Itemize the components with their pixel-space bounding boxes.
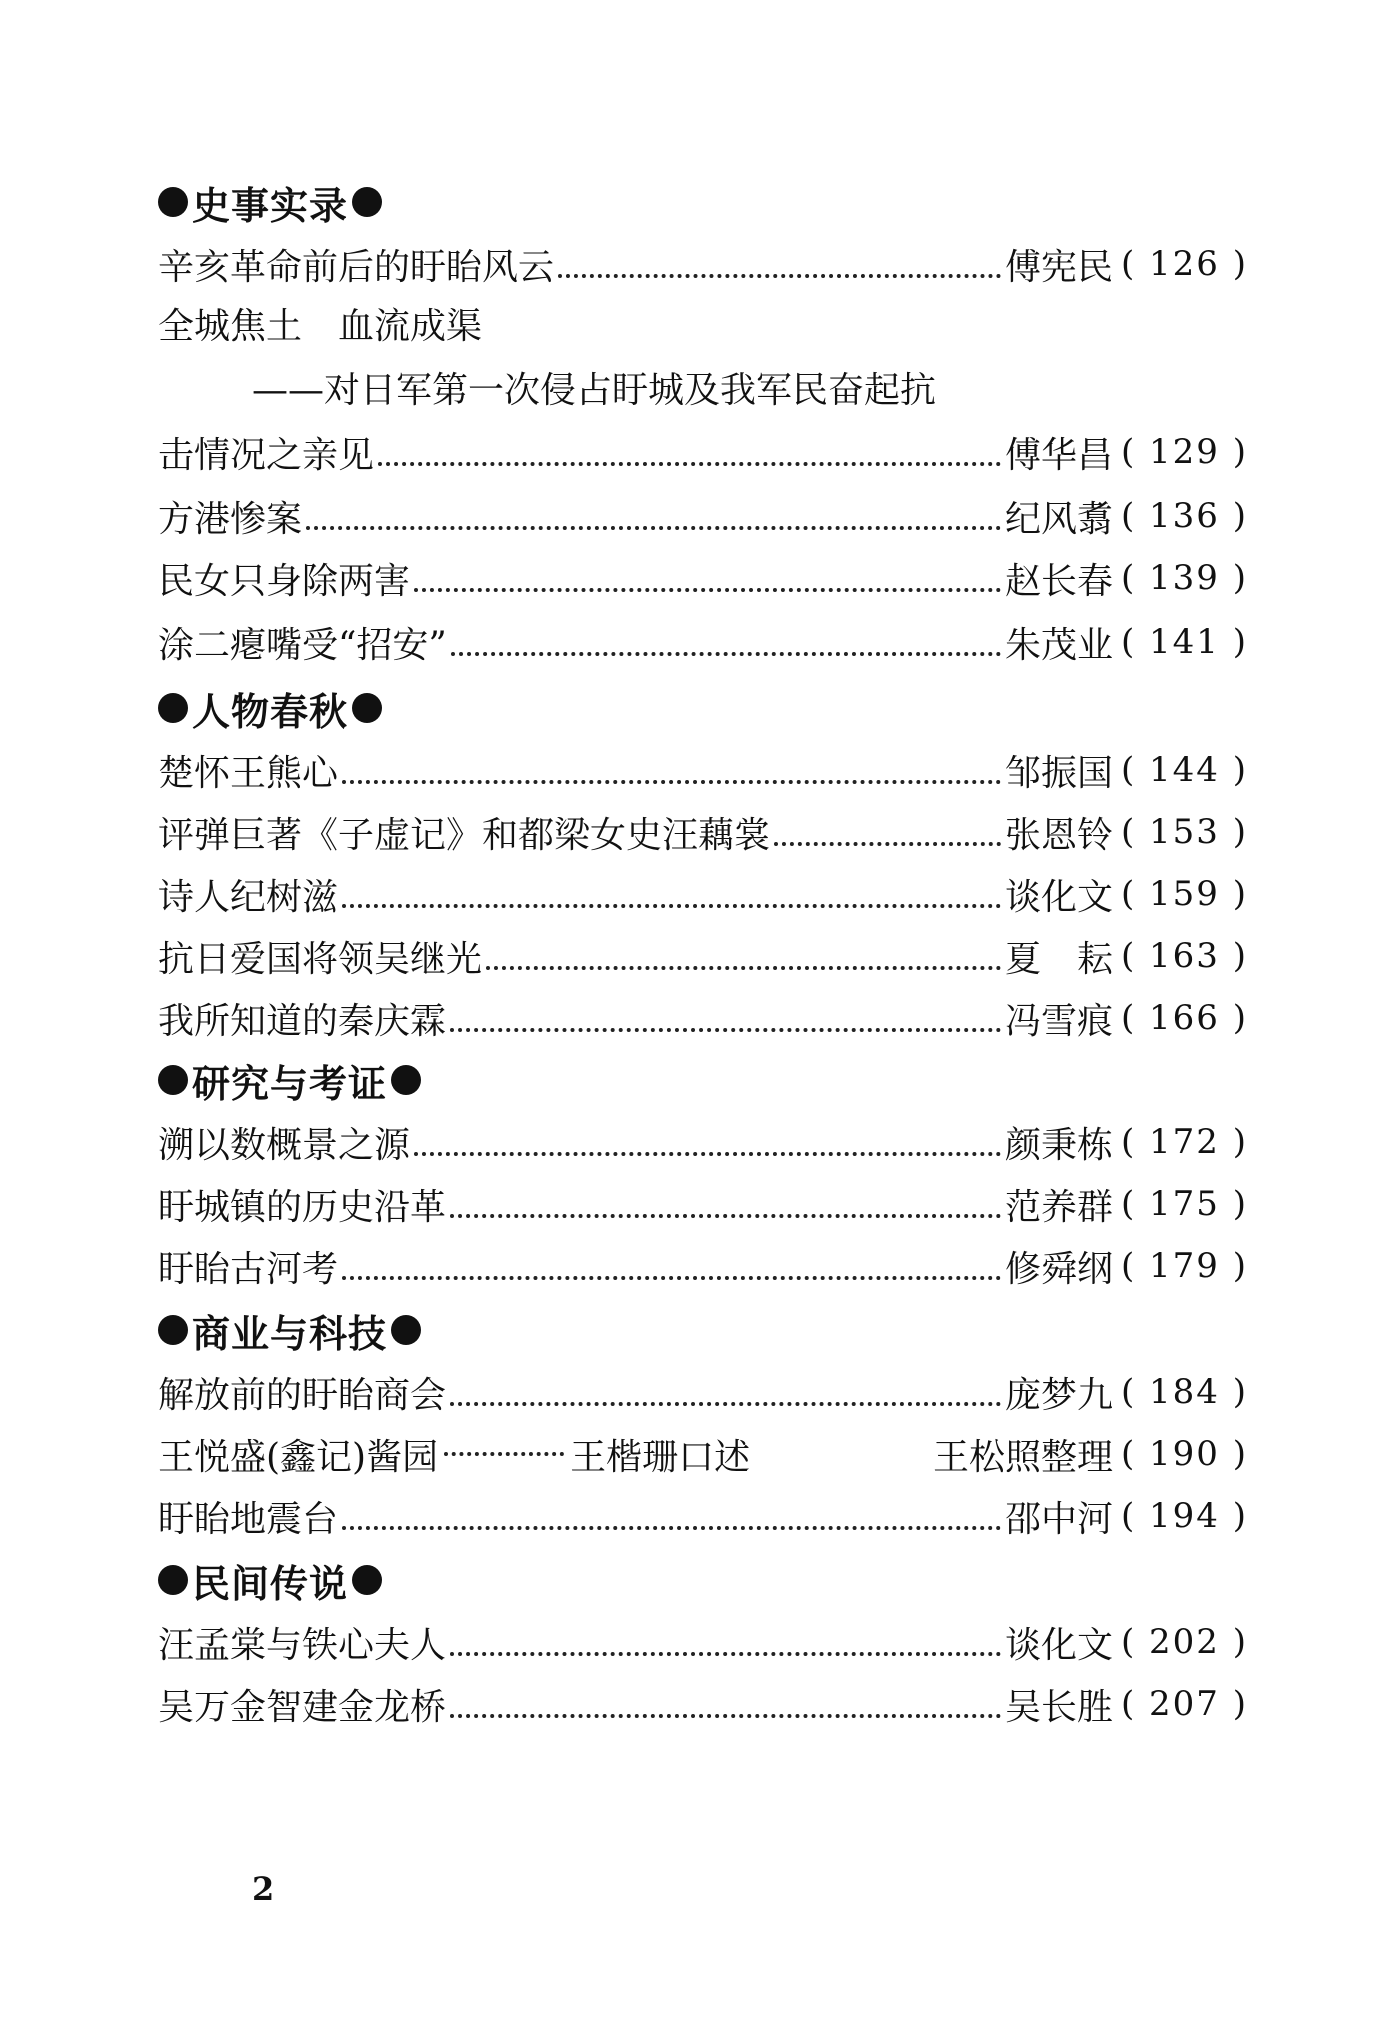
- entry-author: 谈化文: [1004, 1624, 1113, 1666]
- dot-leader: [342, 1276, 1001, 1280]
- entry-page: ( 136 ): [1120, 496, 1248, 536]
- entry-page: ( 163 ): [1120, 936, 1248, 976]
- dot-leader: [378, 462, 1001, 466]
- entry-title: 王悦盛(鑫记)酱园: [158, 1436, 439, 1478]
- entry-page: ( 184 ): [1120, 1372, 1248, 1412]
- entry-page: ( 144 ): [1120, 750, 1248, 790]
- entry-author: 朱茂业: [1004, 624, 1113, 666]
- toc-entry[interactable]: [158, 236, 1248, 292]
- entry-page: ( 190 ): [1120, 1434, 1248, 1474]
- entry-title: 楚怀王熊心: [158, 752, 339, 794]
- section-label: 史事实录: [192, 183, 349, 228]
- bullet-icon: [158, 693, 188, 723]
- page-number: 2: [252, 1870, 275, 1908]
- dot-leader: [450, 1214, 1001, 1218]
- entry-narrator: 王楷珊口述: [570, 1436, 751, 1478]
- dot-leader: [450, 1652, 1001, 1656]
- entry-title: 溯以数概景之源: [158, 1124, 411, 1166]
- entry-page: ( 172 ): [1120, 1122, 1248, 1162]
- section-label: 人物春秋: [192, 689, 349, 734]
- toc-entry[interactable]: [158, 488, 1248, 544]
- dot-leader: [342, 904, 1001, 908]
- entry-author: 谈化文: [1004, 876, 1113, 918]
- entry-page: ( 202 ): [1120, 1622, 1248, 1662]
- toc-entry[interactable]: [158, 424, 1248, 480]
- entry-subtitle-line: ——对日军第一次侵占盱城及我军民奋起抗: [252, 370, 937, 411]
- toc-entry[interactable]: [158, 550, 1248, 606]
- entry-author: 王松照整理: [932, 1436, 1113, 1478]
- toc-entry[interactable]: [158, 1114, 1248, 1170]
- entry-author: 纪风翥: [1004, 498, 1113, 540]
- entry-title: 方港惨案: [158, 498, 303, 540]
- dot-leader: [486, 966, 1001, 970]
- entry-page: ( 141 ): [1120, 622, 1248, 662]
- dot-leader: [414, 1152, 1001, 1156]
- bullet-icon: [391, 1315, 421, 1345]
- entry-page: ( 139 ): [1120, 558, 1248, 598]
- toc-entry[interactable]: [158, 928, 1248, 984]
- entry-title: 抗日爱国将领吴继光: [158, 938, 483, 980]
- bullet-icon: [158, 1565, 188, 1595]
- toc-entry[interactable]: [158, 1426, 1248, 1482]
- section-label: 民间传说: [192, 1561, 349, 1606]
- dot-leader: [342, 780, 1001, 784]
- section-label: 研究与考证: [192, 1061, 388, 1106]
- bullet-icon: [352, 693, 382, 723]
- entry-author: 张恩铃: [1004, 814, 1113, 856]
- dot-leader: [444, 1452, 564, 1456]
- entry-title: 辛亥革命前后的盱眙风云: [158, 246, 555, 288]
- toc-entry[interactable]: [158, 1614, 1248, 1670]
- entry-author: 冯雪痕: [1004, 1000, 1113, 1042]
- entry-title: 评弹巨著《子虚记》和都梁女史汪藕裳: [158, 814, 771, 856]
- entry-title: 吴万金智建金龙桥: [158, 1686, 447, 1728]
- bullet-icon: [158, 1315, 188, 1345]
- entry-page: ( 175 ): [1120, 1184, 1248, 1224]
- entry-title: 解放前的盱眙商会: [158, 1374, 447, 1416]
- dot-leader: [451, 652, 1001, 656]
- dot-leader: [306, 526, 1001, 530]
- toc-entry[interactable]: [158, 990, 1248, 1046]
- entry-title: 盱城镇的历史沿革: [158, 1186, 447, 1228]
- dot-leader: [414, 588, 1001, 592]
- entry-title: 诗人纪树滋: [158, 876, 339, 918]
- entry-title: 盱眙古河考: [158, 1248, 339, 1290]
- bullet-icon: [158, 187, 188, 217]
- dot-leader: [450, 1028, 1001, 1032]
- entry-page: ( 194 ): [1120, 1496, 1248, 1536]
- toc-entry[interactable]: [158, 742, 1248, 798]
- entry-author: 邹振国: [1004, 752, 1113, 794]
- entry-page: ( 159 ): [1120, 874, 1248, 914]
- entry-author: 颜秉栋: [1004, 1124, 1113, 1166]
- dot-leader: [450, 1714, 1001, 1718]
- entry-title: 击情况之亲见: [158, 434, 375, 476]
- bullet-icon: [158, 1065, 188, 1095]
- toc-entry[interactable]: [158, 1364, 1248, 1420]
- section-heading: [158, 174, 382, 230]
- entry-title: 我所知道的秦庆霖: [158, 1000, 447, 1042]
- section-label: 商业与科技: [192, 1311, 388, 1356]
- toc-entry[interactable]: [158, 1676, 1248, 1732]
- entry-author: 傅宪民: [1004, 246, 1113, 288]
- toc-entry[interactable]: [158, 1176, 1248, 1232]
- toc-entry[interactable]: [158, 1488, 1248, 1544]
- toc-entry[interactable]: [158, 614, 1248, 670]
- entry-title: 盱眙地震台: [158, 1498, 339, 1540]
- entry-page: ( 166 ): [1120, 998, 1248, 1038]
- dot-leader: [774, 842, 1001, 846]
- section-heading: [158, 1052, 421, 1108]
- entry-page: ( 126 ): [1120, 244, 1248, 284]
- entry-author: 范养群: [1004, 1186, 1113, 1228]
- dot-leader: [450, 1402, 1001, 1406]
- entry-author: 吴长胜: [1004, 1686, 1113, 1728]
- dot-leader: [558, 274, 1001, 278]
- entry-title: 民女只身除两害: [158, 560, 411, 602]
- section-heading: [158, 1302, 421, 1358]
- toc-entry[interactable]: [158, 804, 1248, 860]
- entry-page: ( 207 ): [1120, 1684, 1248, 1724]
- bullet-icon: [352, 1565, 382, 1595]
- dot-leader: [342, 1526, 1001, 1530]
- entry-title: 涂二瘪嘴受“招安”: [158, 624, 447, 666]
- entry-page: ( 153 ): [1120, 812, 1248, 852]
- entry-page: ( 179 ): [1120, 1246, 1248, 1286]
- entry-page: ( 129 ): [1120, 432, 1248, 472]
- section-heading: [158, 680, 382, 736]
- entry-author: 庞梦九: [1004, 1374, 1113, 1416]
- entry-author: 赵长春: [1004, 560, 1113, 602]
- bullet-icon: [352, 187, 382, 217]
- entry-author: 修舜纲: [1004, 1248, 1113, 1290]
- section-heading: [158, 1552, 382, 1608]
- entry-author: 傅华昌: [1004, 434, 1113, 476]
- entry-title-line: 全城焦土 血流成渠: [158, 306, 483, 347]
- entry-author: 夏 耘: [1004, 938, 1113, 980]
- entry-author: 邵中河: [1004, 1498, 1113, 1540]
- bullet-icon: [391, 1065, 421, 1095]
- toc-entry[interactable]: [158, 1238, 1248, 1294]
- toc-entry[interactable]: [158, 866, 1248, 922]
- entry-title: 汪孟棠与铁心夫人: [158, 1624, 447, 1666]
